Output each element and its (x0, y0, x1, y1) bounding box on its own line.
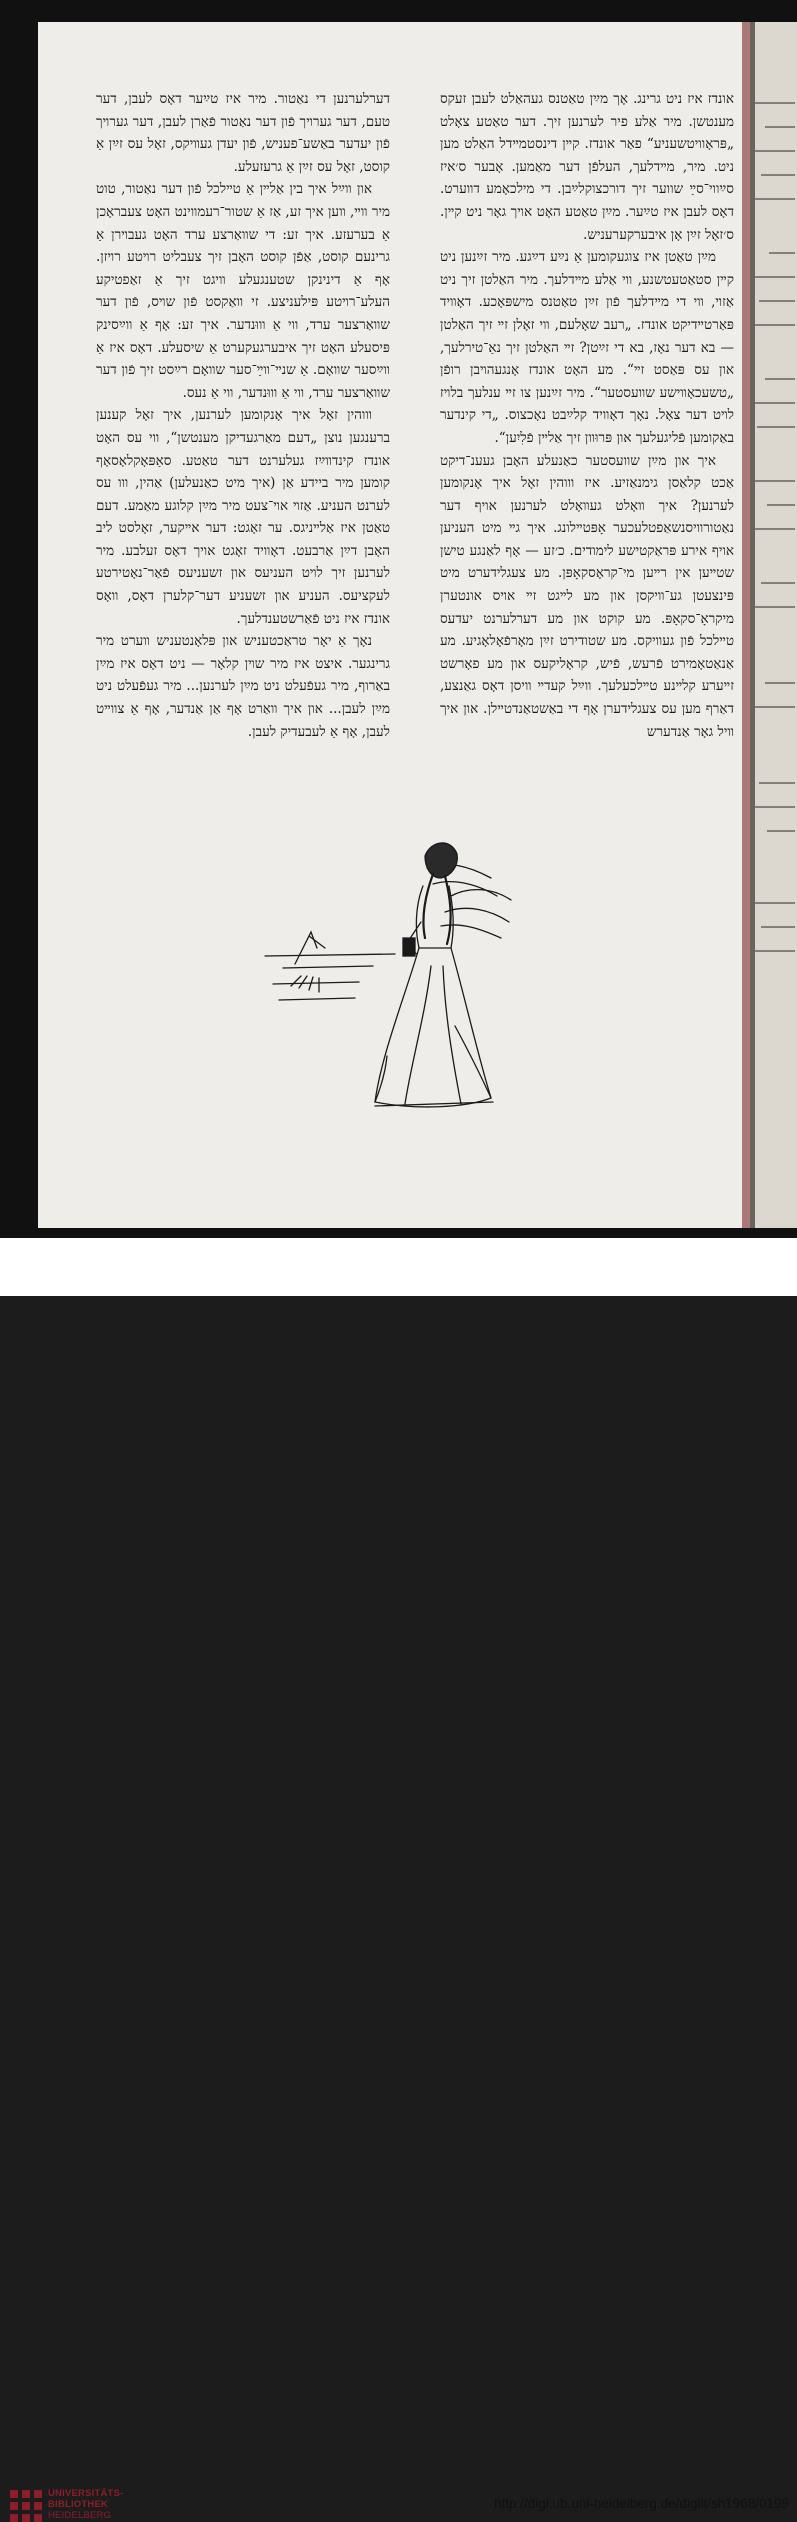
paragraph: אונדז איז ניט גרינג. אָך מײַן טאַטנס געהאַלט לעבן זעקס מענטשן. מיר אַלע פיר לערנען זיך. דער טאַטע צאָלט „פּראָוויטשעניע“ פאַר אונדז. קײן דינסטמײדל האַלט מען ניט. מיר, מײדלעך, העלפֿן דער מאַמען. אָבער ס׳איז סײַווי־סײַ שווער זיך דורכצוקלײַבן. די מילכאָמע דװערט. דאָס לעבן איז טײַער. מײַן טאַטע האָט אױך גאָר ניט קײן. ס׳זאָל זײַן אָן איבערקערעניש. (440, 91, 734, 243)
text-column-left (96, 88, 390, 743)
paragraph: און װײַל איך בין אַלײן אַ טײלכל פֿון דער נאַטור, טוט מיר װײ, װען איך זע, אַז אַ שטור־רעמװינט האָט צעבראָכן אַ בערעזע. איך זע: די שװאַרצע ערד האָט געבױרן אַ גרינעם קוסט, אַפֿן קוסט האָבן זיך צעבליט רױטע רױזן. אָף אַ דינינקן שטענגעלע װיגט זיך אַ זאַפטיקע העלע־רױטע פּילעניצע. זי װאַקסט פֿון שױס, פֿון דער שװאַרצער ערד, װי אַ װוּנדער. איך זע: אָף אַ װײַסינק פּיסעלע האָט זיך איבערגעקערט אַ שיסעלע. דאָס איז אַ װײַסער שװאָם. אַ שנײ־װײַ־סער שװאָם רײַסט זיך פֿון דער שװאַרצער ערד, װי אַ װוּנדער, װי אַ נעס. (96, 181, 390, 401)
ghost-text-line (755, 528, 795, 530)
adjacent-page-fragment (750, 22, 797, 1228)
text-column-right (440, 88, 734, 743)
paragraph: איך און מײַן שװעסטער כאַנעלע האָבן געענ־דיקט אַכט קלאַסן גימנאַזיע. איז װוהין זאָל איך אָנקומען לערנען? איך װאָלט געװאָלט לערנען אויף דער נאַטורװיסנשאַפטלעכער אָפּטײלונג. איך גײ מיט העניען אויף אירע פּראַקטישע לימודים. כ׳זע — אָף לאַנגע טישן שטײען אין רײען מי־קראָסקאָפּן. מע צעגלידערט מיט פּינצעטן גע־װיקסן און מע לײגט זײ אױס אונטערן מיקראָ־סקאָפּ. מע קוקט און מע דערלערנט יעדעס טײלכל פֿון געװיקס. מע שטודירט זײַן מאָרפֿאָלאָגיע. מע אַנאַטאָמירט פֿרעש, פֿיש, קראָליקעס און מע פאָרשט זײערע קלײנע טײלכעלעך. װײַל קעדײ װיסן דאָס גאַנצע, דאַרף מען עס צעגלידערן אָף די באַשטאַנדטײלן. און איך װיל גאָר אַנדערש (440, 452, 734, 740)
scan-viewport (0, 0, 797, 1238)
ghost-text-line (761, 582, 795, 584)
ghost-text-line (755, 102, 795, 104)
ghost-text-line (755, 902, 795, 904)
ghost-text-line (755, 150, 795, 152)
paragraph: װוהין זאָל איך אָנקומען לערנען, איך זאָל קענען ברענגען נוצן „דעם מאַרגעדיקן מענטשן“, װי עס האָט אונדז קינדװײַז געלערנט דער טאַטע. סאַפּאָקלאָסאָף קומען מיר ביידע אַן (איך מיט כאַנעלען) אַהין, װו עס לערנט העניע. אַזױ אױ־צעט מיר מײַן קלוגע מאַמע. דעם טאַטן איז אַלײניגס. ער זאָגט: דער אײקער, זאָלסט ליב האָבן דײַן אַרבעט. דאָװיד זאָגט אויך דאָס זעלבע. מיר לערנען זיך לױט העניעס און זשעניעס פֿאַר־נאָטירטע לעקציעס. העניע און זשעניע דער־קלערן דאָס, װאָס אונדז איז ניט פֿאַרשטענדלעך. (96, 407, 390, 627)
institution-line: UNIVERSITÄTS- (48, 2488, 124, 2499)
paragraph: נאָך אַ יאָר טראַכטעניש און פּלאָנטעניש װערט מיר גרינגער. איצט איז מיר שױן קלאָר — ניט דאָס איז מײַן באַרוף, מיר געפֿעלט ניט מײַן לערנען... מיר געפֿעלט ניט מײַן לעבן... און איך װאַרט אָף אַן אַנדער, אָף אַ צװײט לעבן, אָף אַ לעבעדיק לעבן. (96, 633, 390, 740)
ghost-text-line (759, 300, 795, 302)
ghost-text-line (755, 806, 795, 808)
institution-line: BIBLIOTHEK (48, 2499, 109, 2510)
ghost-text-line (765, 682, 795, 684)
ghost-text-line (761, 174, 795, 176)
ghost-text-line (757, 426, 795, 428)
ghost-text-line (761, 926, 795, 928)
ghost-text-line (755, 402, 795, 404)
ghost-text-line (767, 504, 795, 506)
viewer-footer (0, 1238, 797, 2521)
woman-by-sea-illustration (255, 826, 515, 1126)
ghost-text-line (755, 480, 795, 482)
ghost-text-line (767, 830, 795, 832)
ghost-text-line (755, 198, 795, 200)
ghost-text-line (759, 782, 795, 784)
page-edge-shadow (742, 22, 750, 1228)
ghost-text-line (755, 706, 795, 708)
paragraph: דערלערנען די נאַטור. מיר איז טײַער דאָס לעבן, דער טעם, דער גערױך פֿון דער נאַטור פֿאַרן לעבן, דער גערױך פֿון יעדער באַשע־פעניש, פֿון יעדן געװיקס, זאָל עס זײַן אַ קוסט, זאָל עס זײַן אַ גרעזעלע. (96, 91, 390, 175)
institution-line: HEIDELBERG (48, 2510, 112, 2521)
paragraph: מײַן טאַטן איז צוגעקומען אַ נײַע דײַגע. מיר זײַנען ניט קײן סטאַטעטשנע, װי אַלע מײדלעך. מיר האַלטן זיך ניט אַזױ, װי די מײדלעך פֿון זײַן טאַטנס מישפּאָכע. דאָװיד פּאַרטײדיקט אונדז. „רעב שאָלעם, װי זאָלן זײ זיך האַלטן — בא דער נאָז, בא די זײַטן? זײ האַלטן זיך נאַ־טירלעך, און עס פּאַסט זײ“. מע האָט אונדז אָנגעהױבן רופֿן „טשעכאָװישע שװעסטער“. מיר זײַנען צו זײ ענלעך בלױז לױט דער צאָל. נאָך דאָװיד קלײַבט נאָכצוס. „די קינדער באַקומען פֿליגעלעך און פּרוּװן זיך אַלײן פֿלִיִען“. (440, 249, 734, 446)
ghost-text-line (765, 126, 795, 128)
ghost-text-line (755, 276, 795, 278)
institution-name (48, 2488, 123, 2521)
page-edge (750, 22, 755, 1228)
ghost-text-line (765, 378, 795, 380)
ghost-text-line (755, 324, 795, 326)
ghost-text-line (769, 252, 795, 254)
university-library-logo-icon (10, 2490, 42, 2522)
permalink-url[interactable]: http://digi.ub.uni-heidelberg.de/diglit/sh1968/0199 (494, 2496, 789, 2511)
ghost-text-line (755, 950, 795, 952)
ghost-text-line (755, 606, 795, 608)
